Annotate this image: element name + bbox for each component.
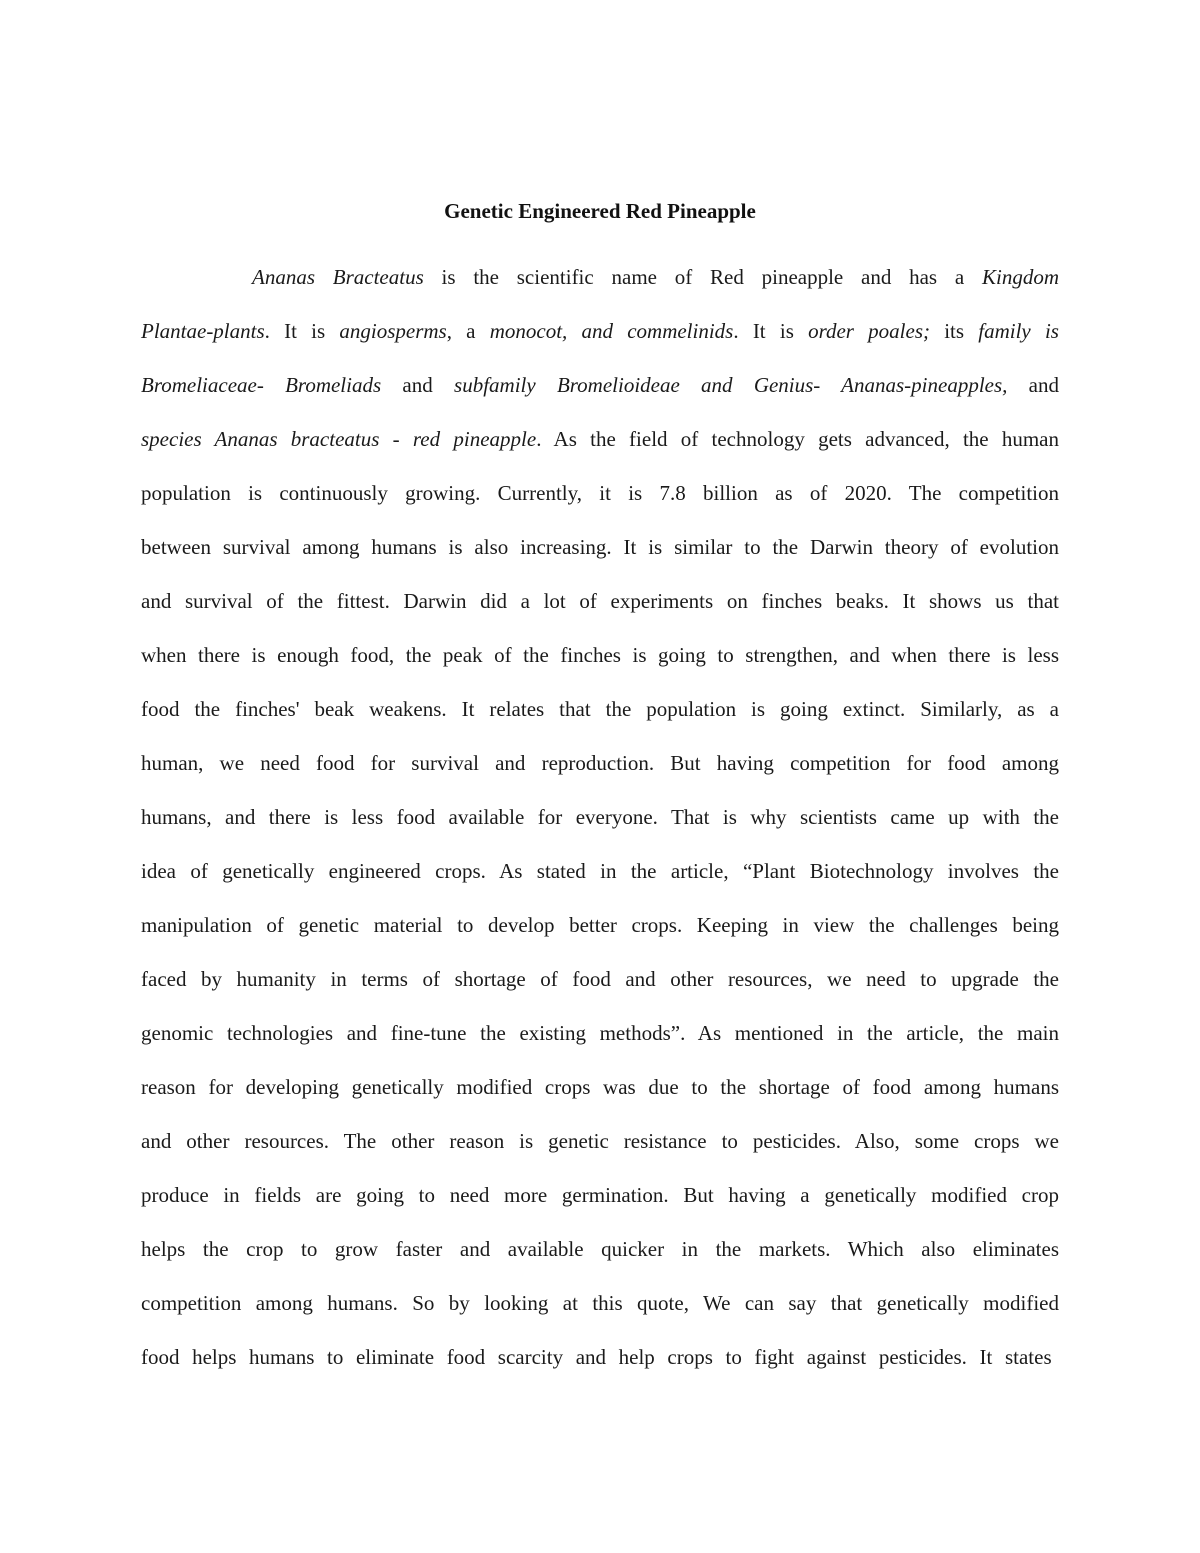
italic-text-segment: Ananas Bracteatus xyxy=(252,265,424,289)
paragraph-line xyxy=(141,574,1059,628)
paragraph-line xyxy=(141,1114,1059,1168)
text-segment: food helps humans to eliminate food scarcity and help crops to fight against pesticides. It states xyxy=(141,1345,1052,1369)
text-segment: humans, and there is less food available for everyone. That is why scientists came up with the xyxy=(141,805,1059,829)
paragraph-line xyxy=(141,1222,1059,1276)
italic-text-segment: species Ananas bracteatus - red pineapple xyxy=(141,427,537,451)
paragraph-line xyxy=(141,304,1059,358)
document-title: Genetic Engineered Red Pineapple xyxy=(444,199,756,223)
text-segment: when there is enough food, the peak of the finches is going to strengthen, and when there is less xyxy=(141,643,1059,667)
italic-text-segment: angiosperms xyxy=(339,319,447,343)
paragraph-line xyxy=(141,1060,1059,1114)
text-segment: manipulation of genetic material to develop better crops. Keeping in view the challenges being xyxy=(141,913,1059,937)
paragraph-line xyxy=(141,1168,1059,1222)
italic-text-segment: monocot, and commelinids xyxy=(489,319,734,343)
text-segment: . It is xyxy=(733,319,809,343)
paragraph-line xyxy=(141,1276,1059,1330)
text-segment: reason for developing genetically modified crops was due to the shortage of food among humans xyxy=(141,1075,1059,1099)
text-segment: helps the crop to grow faster and available quicker in the markets. Which also eliminates xyxy=(141,1237,1059,1261)
paragraph-line xyxy=(141,952,1059,1006)
paragraph-line xyxy=(141,250,1059,304)
text-segment: faced by humanity in terms of shortage of food and other resources, we need to upgrade the xyxy=(141,967,1059,991)
italic-text-segment: family is xyxy=(978,319,1059,343)
paragraph-line xyxy=(141,682,1059,736)
text-segment: is the scientific name of Red pineapple and has a xyxy=(423,265,982,289)
italic-text-segment: Plantae-plants xyxy=(141,319,265,343)
document-body xyxy=(141,250,1059,1384)
text-segment: genomic technologies and fine-tune the existing methods”. As mentioned in the article, the main xyxy=(141,1021,1059,1045)
paragraph-line xyxy=(141,1006,1059,1060)
text-segment: and other resources. The other reason is genetic resistance to pesticides. Also, some crops we xyxy=(141,1129,1059,1153)
paragraph-line xyxy=(141,736,1059,790)
italic-text-segment: order poales; xyxy=(808,319,930,343)
paragraph-line xyxy=(141,628,1059,682)
paragraph-line xyxy=(141,412,1059,466)
text-segment: idea of genetically engineered crops. As stated in the article, “Plant Biotechnology involves the xyxy=(141,859,1059,883)
text-segment: and survival of the fittest. Darwin did a lot of experiments on finches beaks. It shows us that xyxy=(141,589,1059,613)
paragraph-line xyxy=(141,520,1059,574)
paragraph-line xyxy=(141,898,1059,952)
text-segment: , a xyxy=(446,319,490,343)
italic-text-segment: Bromeliaceae- Bromeliads xyxy=(141,373,382,397)
text-segment: . It is xyxy=(264,319,340,343)
text-segment: produce in fields are going to need more germination. But having a genetically modified crop xyxy=(141,1183,1059,1207)
paragraph-line xyxy=(141,466,1059,520)
text-segment: human, we need food for survival and reproduction. But having competition for food among xyxy=(141,751,1059,775)
italic-text-segment: subfamily Bromelioideae and Genius- Ananas-pineapples, xyxy=(454,373,1008,397)
text-segment: competition among humans. So by looking at this quote, We can say that genetically modified xyxy=(141,1291,1059,1315)
text-segment: its xyxy=(930,319,979,343)
paragraph-line xyxy=(141,844,1059,898)
text-segment: and xyxy=(1007,373,1060,397)
text-segment: population is continuously growing. Currently, it is 7.8 billion as of 2020. The competition xyxy=(141,481,1059,505)
paragraph-line xyxy=(141,358,1059,412)
paragraph-line xyxy=(141,1330,1059,1384)
text-segment: . As the field of technology gets advanced, the human xyxy=(536,427,1060,451)
text-segment: and xyxy=(381,373,455,397)
italic-text-segment: Kingdom xyxy=(981,265,1059,289)
paragraph-line xyxy=(141,790,1059,844)
text-segment: between survival among humans is also increasing. It is similar to the Darwin theory of evolution xyxy=(141,535,1059,559)
text-segment: food the finches' beak weakens. It relates that the population is going extinct. Similarly, as a xyxy=(141,697,1059,721)
